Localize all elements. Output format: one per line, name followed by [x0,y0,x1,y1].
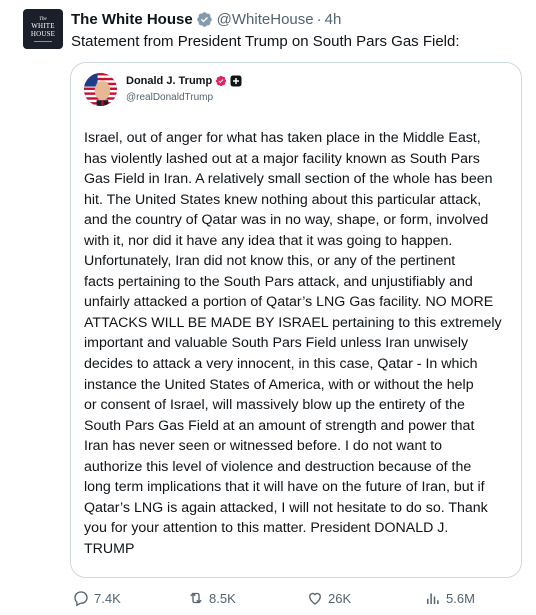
repost-count: 8.5K [209,590,236,606]
verified-gray-badge-icon [196,11,213,28]
quoted-text-line: with it, nor did it have any idea that it was going to happen. [84,232,453,249]
quoted-text-line: you for your attention to this matter. President DONALD J. [84,520,449,537]
quoted-post-card[interactable] [70,62,522,578]
views-icon [424,589,442,607]
action-bar [0,583,536,613]
quoted-text-line: Unfortunately, Iran did not know this, or any of the pertinent [84,253,456,270]
avatar-text-3: HOUSE [30,29,56,38]
quoted-text-line: hit. The United States knew nothing about this particular attack, [84,191,482,208]
quoted-author-name[interactable]: Donald J. Trump [126,75,213,87]
quoted-text-line: ATTACKS WILL BE MADE BY ISRAEL pertaining to this extremely [84,314,502,331]
quoted-text-line: unfairly attacked a portion of Qatar’s LNG Gas facility. NO MORE [84,294,494,311]
quoted-text-line: Gas Field in Iran. A relatively small section of the whole has been [84,171,493,188]
quoted-text-line: South Pars Gas Field at an amount of strength and power that [84,417,475,434]
quoted-text-line: or consent of Israel, will massively blow up the entirety of the [84,397,465,414]
quoted-author-row [126,75,242,87]
tweet-text: Statement from President Trump on South Pars Gas Field: [71,33,460,50]
views-button[interactable] [424,583,475,613]
quoted-text-line: long term implications that it will have on the future of Iran, but if [84,479,485,496]
repost-icon [187,589,205,607]
quoted-text-line: Iran has never seen or witnessed before. I do not want to [84,438,443,455]
quoted-text-line: authorize this level of violence and destruction because of the [84,458,472,475]
post-time[interactable]: 4h [324,11,342,28]
white-house-avatar[interactable] [23,9,63,49]
like-button[interactable] [306,583,351,613]
reply-icon [72,589,90,607]
repost-button[interactable] [187,583,236,613]
avatar-text-1: The [39,16,47,22]
quoted-post-text [84,128,514,559]
tweet-header [71,10,341,29]
quoted-text-line: decides to attack a very innocent, in this case, Qatar - In which [84,356,478,373]
reply-count: 7.4K [94,590,121,606]
quoted-text-line: has violently lashed out at a major facility known as South Pars [84,150,480,167]
author-handle[interactable]: @WhiteHouse [216,11,314,28]
quoted-text-line: important and valuable South Pars Field unless Iran unwisely [84,335,469,352]
like-count: 26K [328,590,352,606]
quoted-text-line: TRUMP [84,540,135,557]
verified-pink-badge-icon [215,75,227,87]
views-count: 5.6M [446,590,475,606]
quoted-text-line: and the country of Qatar was in no way, shape, or form, involved [84,212,489,229]
quoted-text-line: Israel, out of anger for what has taken place in the Middle East, [84,130,481,146]
separator-dot: · [316,11,322,28]
affiliate-badge-icon [230,75,242,87]
reply-button[interactable] [72,583,121,613]
quoted-text-line: Qatar’s LNG is again attacked, I will not hesitate to do so. Thank [84,499,488,516]
avatar-rule [34,41,52,42]
trump-avatar[interactable] [84,73,117,106]
quoted-text-line: instance the United States of America, with or without the help [84,376,474,393]
quoted-author-handle[interactable]: @realDonaldTrump [126,92,214,103]
author-name[interactable]: The White House [71,11,193,28]
avatar-text-2: WHITE [31,21,55,30]
quoted-text-line: facts pertaining to the South Pars attack, and unjustifiably and [84,273,473,290]
like-icon [306,589,324,607]
